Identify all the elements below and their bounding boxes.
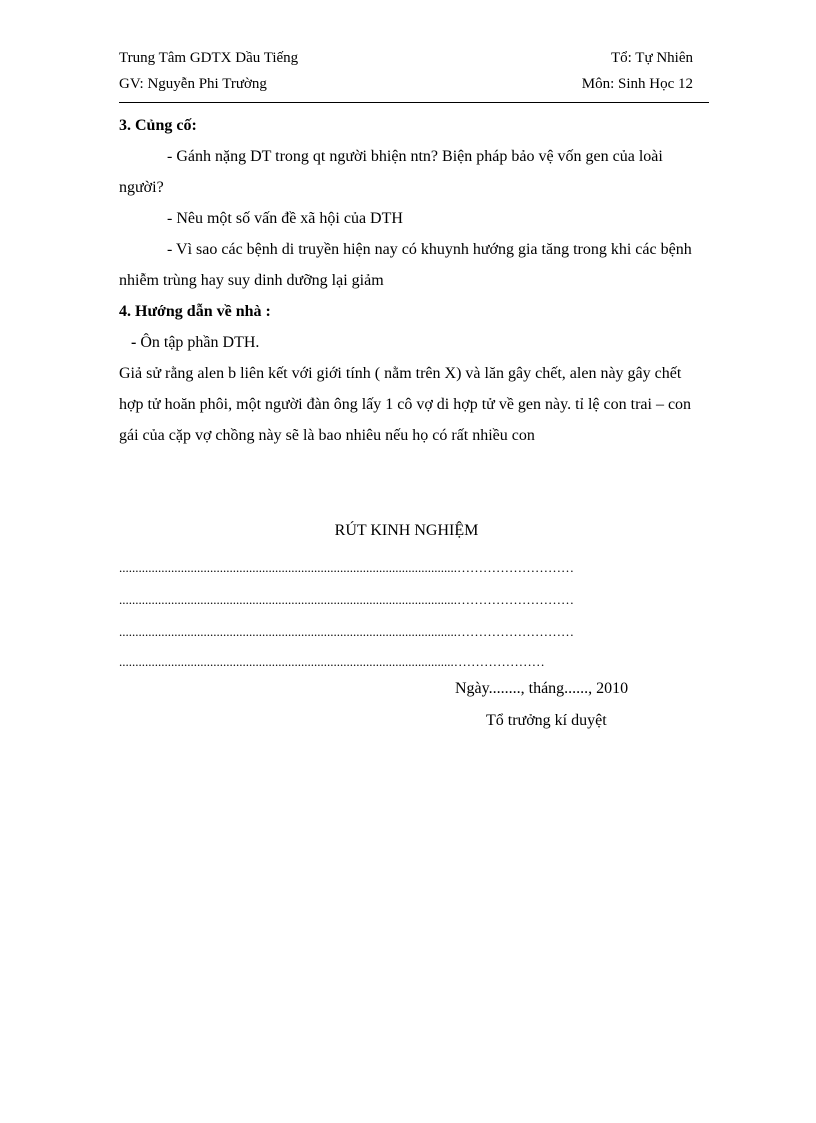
teacher-name: GV: Nguyễn Phi Trường <box>119 76 267 92</box>
section-3-question-1: - Gánh nặng DT trong qt người bhiện ntn? Biện pháp bảo vệ vốn gen của loài người? <box>119 148 663 196</box>
review-line-2: ........................................................................................................……………………… <box>119 592 574 607</box>
header-row-2 <box>119 76 709 102</box>
section-4-heading: 4. Hướng dẫn về nhà : <box>119 303 271 320</box>
approval-signer: Tổ trưởng kí duyệt <box>486 712 607 729</box>
header-row-1 <box>119 50 709 76</box>
subject-name: Môn: Sinh Học 12 <box>581 76 693 92</box>
section-3-heading: 3. Củng cố: <box>119 117 197 134</box>
bullet-dash: - <box>131 334 137 351</box>
review-line-3: ........................................................................................................……………………… <box>119 624 574 639</box>
review-line-1: ........................................................................................................……………………… <box>119 560 574 575</box>
lesson-body <box>119 110 694 451</box>
center-name: Trung Tâm GDTX Dầu Tiếng <box>119 50 299 66</box>
header <box>119 50 709 102</box>
review-line-4: .......................................................................................................………………… <box>119 654 545 669</box>
homework-task: Giả sử rằng alen b liên kết với giới tính ( nằm trên X) và lăn gây chết, alen này gây chết hợp tử hoăn phôi, một người đàn ông lấy 1 cô vợ di hợp tử về gen này. tỉ lệ con trai – con gái của cặp vợ chồng này sẽ là bao nhiêu nếu họ có rất nhiều con <box>119 365 692 444</box>
section-4-item-text: Ôn tập phần DTH. <box>140 334 260 351</box>
section-4-item <box>119 327 694 358</box>
review-title: RÚT KINH NGHIỆM <box>334 522 479 539</box>
approval-date: Ngày........, tháng......, 2010 <box>455 680 629 697</box>
section-3-question-2: - Nêu một số vấn đề xã hội của DTH <box>167 210 403 227</box>
section-3-question-3: - Vì sao các bệnh di truyền hiện nay có khuynh hướng gia tăng trong khi các bệnh nhiễm trùng hay suy dinh dưỡng lại giảm <box>119 241 692 289</box>
department: Tổ: Tự Nhiên <box>610 50 693 66</box>
header-divider <box>119 102 709 103</box>
